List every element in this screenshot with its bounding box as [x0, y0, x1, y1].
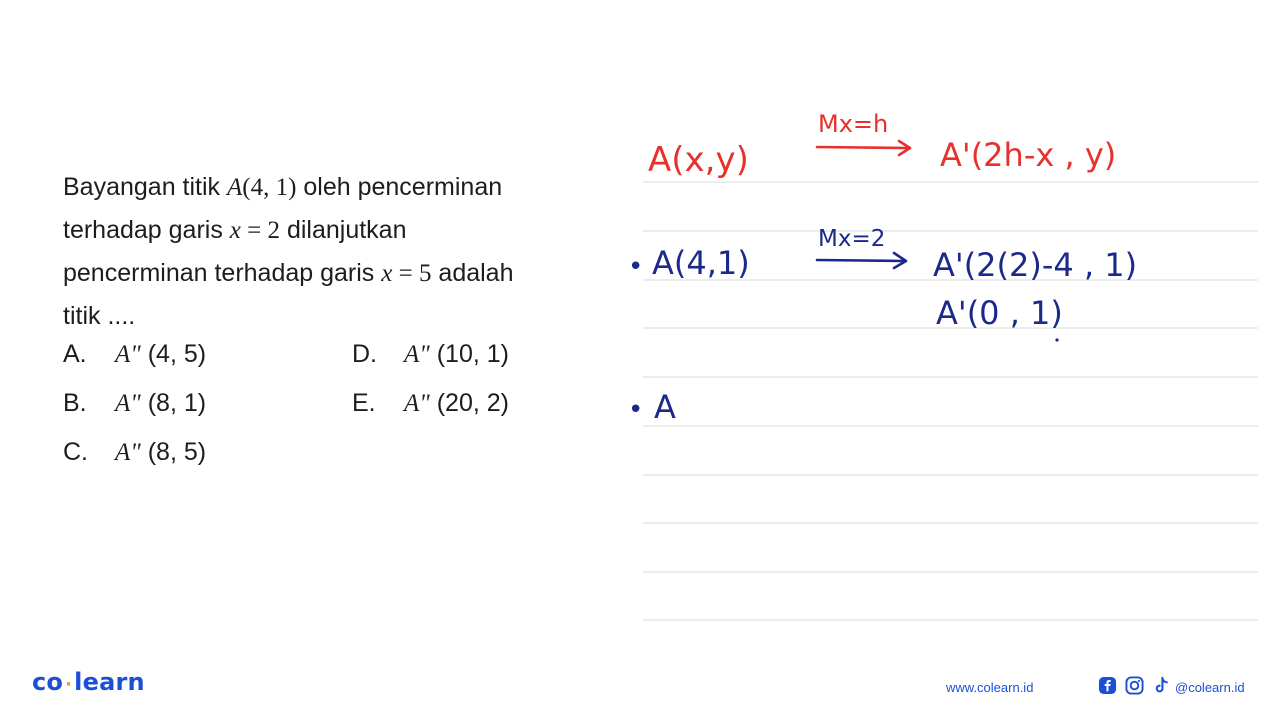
social-handle[interactable]: @colearn.id: [1175, 680, 1245, 695]
rule-label: Mx=h: [818, 110, 889, 138]
step1-right: A'(2(2)-4 , 1): [933, 246, 1138, 284]
website-link[interactable]: www.colearn.id: [946, 680, 1034, 695]
social-icons: [1098, 676, 1171, 695]
step2-bullet: •: [628, 395, 644, 425]
option-a[interactable]: A. A" (4, 5): [63, 340, 207, 368]
step-1: [628, 226, 1137, 342]
question-line-4: titik ....: [63, 302, 136, 330]
ink-dot: [1055, 338, 1058, 341]
option-c[interactable]: C. A" (8, 5): [63, 438, 207, 466]
step2-left: A: [654, 388, 676, 426]
rule-arrow: [817, 141, 910, 155]
option-e[interactable]: E. A" (20, 2): [352, 389, 509, 417]
option-b[interactable]: B. A" (8, 1): [63, 389, 207, 417]
option-d[interactable]: D. A" (10, 1): [352, 340, 509, 368]
step1-left: A(4,1): [652, 244, 750, 282]
rule-left: A(x,y): [648, 140, 749, 180]
facebook-icon[interactable]: [1098, 676, 1117, 695]
rule-right: A'(2h-x , y): [940, 136, 1117, 174]
question-line-1: Bayangan titik A(4, 1) oleh pencerminan: [63, 173, 503, 201]
step1-arrow: [817, 253, 906, 268]
question-line-3: pencerminan terhadap garis x = 5 adalah: [63, 259, 514, 287]
colearn-logo[interactable]: co ·learn: [32, 668, 145, 696]
step1-label: Mx=2: [818, 226, 886, 252]
logo-dot-icon: ·: [65, 674, 73, 695]
step1-result: A'(0 , 1): [936, 294, 1063, 332]
instagram-icon[interactable]: [1125, 676, 1144, 695]
tiktok-icon[interactable]: [1152, 676, 1171, 695]
rule-formula: [648, 110, 1116, 180]
step1-bullet: •: [628, 252, 644, 282]
step-2: [628, 388, 676, 426]
question-line-2: terhadap garis x = 2 dilanjutkan: [63, 216, 407, 244]
